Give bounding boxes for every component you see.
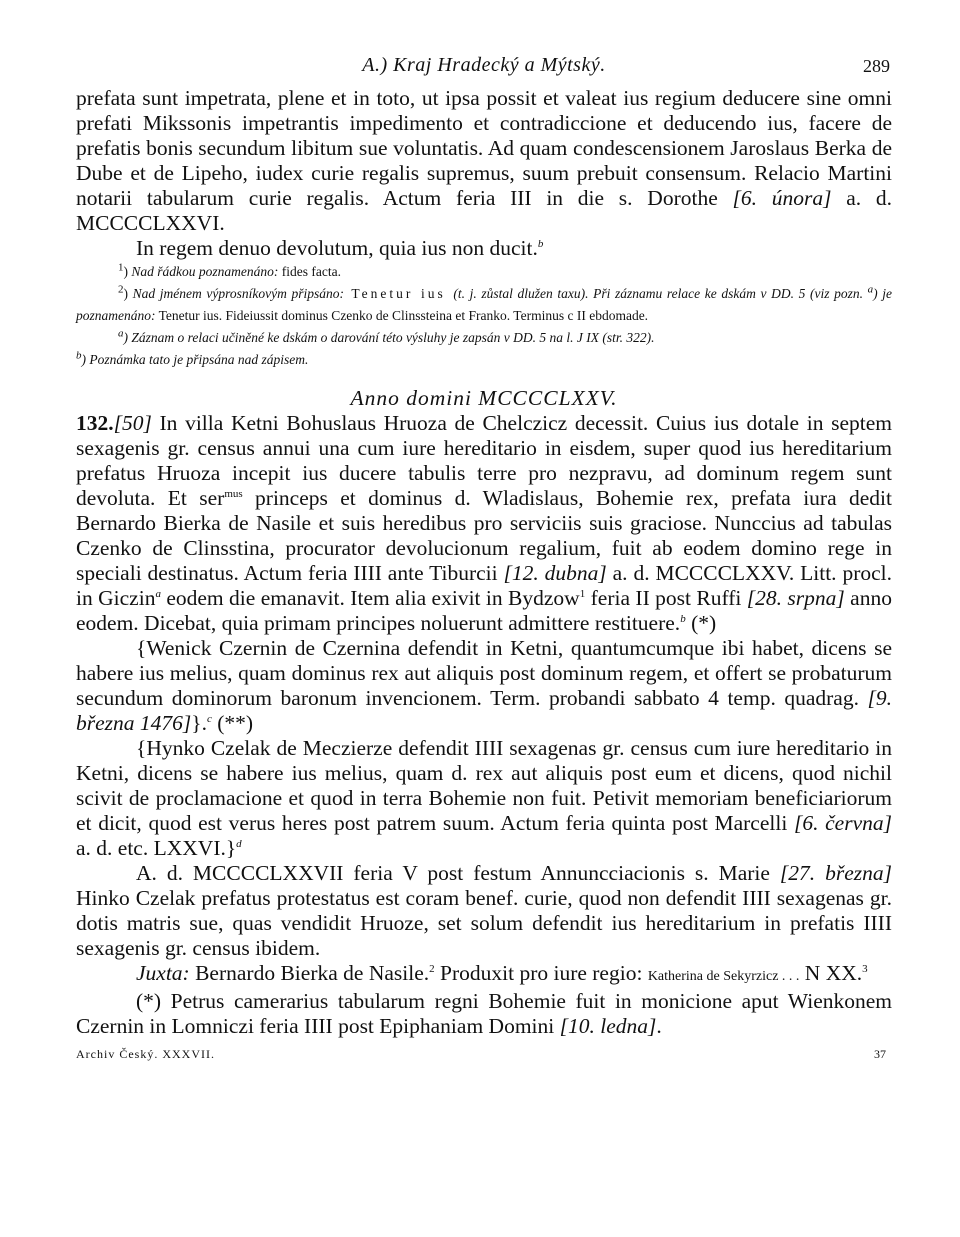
footnote-2-mark: a (867, 283, 874, 296)
footnote-a: $^a$) Záznam o relaci učiněné ke dskám o darování této výsluhy je zapsán v DD. 5 na l. J IX (str. 322). (118, 327, 655, 345)
juxta-fn2-ref: 2 (429, 962, 435, 975)
footnote-1-italic: Nad řádkou poznamenáno: (131, 264, 279, 279)
entry-132-sup-mus: mus (224, 487, 243, 500)
petrus-text-b: . (656, 1014, 662, 1038)
prev-entry-paragraph (76, 86, 892, 236)
footnote-b-text: Poznámka tato je připsána nad zápisem. (89, 352, 309, 367)
entry-132 (76, 411, 892, 1039)
footnote-a-mark: a (118, 327, 124, 340)
page-footer (76, 1043, 892, 1067)
entry-132-text-f: anno eodem. Dicebat, quia primam principes noluerunt admittere restituere. (76, 586, 892, 635)
entry-132-text-g: (*) (685, 611, 717, 635)
footer-sheet-number: 37 (874, 1047, 886, 1061)
footnote-2-text-b: ebdomade. (585, 308, 649, 323)
juxta-text-c: N XX. (799, 961, 863, 985)
footnote-2-term: c II (567, 308, 586, 323)
wenick-text: {Wenick Czernin de Czernina defendit in Ketni, quantumcumque ibi habet, dicens se habere ius melius, quam dominus rex aut aliquis post dominum regem, et offert se probaturum secundum dominorum baronum invencionem. Term. probandi sabbato 4 temp. quadrag. (76, 636, 892, 710)
petrus-text: (*) Petrus camerarius tabularum regni Bohemie fuit in monicione aput Wienkonem Czernin in Lomniczi feria IIII post Epiphaniam Domini (76, 989, 892, 1038)
entry-132-mark-a: a (155, 587, 161, 600)
entry-132-fn1-ref: 1 (579, 587, 586, 600)
footnote-2-text: Tenetur ius. Fideiussit dominus Czenko de Clinssteina et Franko. Terminus (155, 308, 568, 323)
entry-1477-date: [27. března] (779, 861, 892, 885)
wenick-date: [9. března 1476] (76, 686, 892, 735)
entry-132-number: 132. (76, 411, 114, 435)
prev-entry-text-a: prefata sunt impetrata, plene et in toto, ut ipsa possit et valeat ius regium deducere sine omni prefati Mikssonis impetrantis impedimento et contradiccione et deducendo ius, facere de prefatis bonis secundum libitum sue voluntatis. Ad quam condescensionem Jaroslaus Berka de Dube et de Lipeho, iudex curie regalis supremus, suum prebuit consensum. Relacio Martini notarii tabularum curie regalis. Actum feria III in die s. Dorothe (76, 86, 892, 210)
page-number: 289 (863, 56, 890, 76)
wenick-text-c: (**) (211, 711, 254, 735)
section-title: Anno domini MCCCCLXXV. (350, 386, 618, 410)
hynko-mark: d (236, 837, 242, 850)
footnote-1: $^1$) Nad řádkou poznamenáno: fides facta. (118, 261, 341, 279)
hynko-date: [6. června] (793, 811, 892, 835)
entry-132-date-note: [50] (113, 411, 152, 435)
footnote-a-text: Záznam o relaci učiněné ke dskám o darování této výsluhy je zapsán v DD. 5 na l. J IX (str. 322). (131, 330, 655, 345)
footnote-2-spaced: Tenetur ius (343, 286, 454, 301)
petrus-date: [10. ledna] (559, 1014, 657, 1038)
wenick-text-b: }. (191, 711, 207, 735)
juxta-text-b: Produxit pro iure regio: (434, 961, 648, 985)
petrus-paragraph (76, 989, 892, 1039)
entry-132-text-b: princeps et dominus d. Wladislaus, Bohemie rex, prefata iura dedit Bernardo Bierka de Nasile et suis heredibus pro serviciis suis graciose. Nunccius ad tabulas Czenko de Clinsstina, procurator devolucionum regalium, fuit ab eodem domino rege in speciali destinatus. Actum feria IIII ante Tiburcii (76, 486, 892, 585)
wenick-mark: c (206, 712, 212, 725)
devolved-line (76, 236, 892, 261)
entry-132-text-d: eodem die emanavit. Item alia exivit in Bydzow (160, 586, 580, 610)
prev-entry-text-b: a. d. MCCCCLXXVI. (76, 186, 893, 235)
footer-signature: Archiv Český. XXXVII. (76, 1047, 215, 1061)
entry-132-text-c: a. d. MCCCCLXXV. Litt. procl. in Giczin (76, 561, 892, 610)
entry-132-text-e: feria II post Ruffi (585, 586, 747, 610)
prev-entry-date: [6. února] (732, 186, 832, 210)
wenick-paragraph (76, 636, 892, 736)
footnotes (76, 261, 892, 371)
footnote-2-number: 2 (118, 283, 124, 296)
prev-entry (76, 86, 892, 261)
juxta-text-a: Bernardo Bierka de Nasile. (189, 961, 430, 985)
footnote-2-italic-c: ) je poznamenáno: (76, 286, 892, 323)
footnote-2: $^2$) Nad jménem výprosníkovým připsáno: Tenetur ius (t. j. zůstal dlužen taxu). Při záznamu relace ke dskám v DD. 5 (viz pozn. $^a$) je poznamenáno: Tenetur ius. Fideiussit dominus Czenko de Clinssteina et Franko. Terminus c II ebdomade. (76, 283, 892, 323)
entry-132-mark-b: b (680, 612, 686, 625)
entry-132-date-2: [12. dubna] (503, 561, 607, 585)
entry-1477-paragraph (76, 861, 892, 961)
juxta-label: Juxta: (136, 961, 190, 985)
juxta-fn3-ref: 3 (862, 962, 868, 975)
hynko-text: {Hynko Czelak de Meczierze defendit IIII sexagenas gr. census cum iure hereditario in Ketni, dicens se habere ius melius, quam d. rex aut aliquis post eum et dicens, quod nichil scivit de proclamacione et quod in terra Bohemie non fuit. Petivit memoriam beneficiariorum et dicit, quod est verus heres post patrem suum. Actum feria quinta post Marcelli (76, 736, 892, 835)
entry-132-date-3: [28. srpna] (746, 586, 845, 610)
juxta-paragraph (76, 961, 892, 989)
entry-132-paragraph (76, 411, 892, 636)
footnote-2-italic-b: (t. j. zůstal dlužen taxu). Při záznamu relace ke dskám v DD. 5 (viz pozn. (453, 286, 868, 301)
footnote-b-mark: b (76, 349, 82, 362)
footnote-2-italic-a: Nad jménem výprosníkovým připsáno: (132, 286, 344, 301)
devolved-mark: b (537, 237, 544, 250)
footnote-1-number: 1 (118, 261, 124, 274)
hynko-text-b: a. d. etc. LXXVI.} (76, 836, 237, 860)
entry-1477-text-b: Hinko Czelak prefatus protestatus est coram benef. curie, quod non defendit IIII sexagenas gr. dotis matris sue, quas vendidit Hruoze, set solum defendit ius hereditarium in prefatis IIII sexagenis gr. census ibidem. (76, 886, 892, 960)
entry-1477-text-a: A. d. MCCCCLXXVII feria V post festum Annuncciacionis s. Marie (136, 861, 780, 885)
page-header (76, 52, 892, 86)
footnote-1-text: fides facta. (278, 264, 341, 279)
footnote-b: $^b$) Poznámka tato je připsána nad zápisem. (76, 349, 309, 367)
document-page (76, 52, 892, 1067)
entry-132-text-a: In villa Ketni Bohuslaus Hruoza de Chelczicz decessit. Cuius ius dotale in septem sexagenis gr. census annui una cum iure hereditario in eisdem, super quod ius hereditarium prefatus Hruoza incepit ius ducere tabulis terre pro nezpravu, ad dominum regem sunt devoluta. Et ser (76, 411, 892, 510)
devolved-text: In regem denuo devolutum, quia ius non ducit. (136, 236, 538, 260)
hynko-paragraph (76, 736, 892, 861)
running-title: A.) Kraj Hradecký a Mýtský. (362, 54, 606, 76)
juxta-small: Katherina de Sekyrzicz . . . (647, 969, 800, 984)
